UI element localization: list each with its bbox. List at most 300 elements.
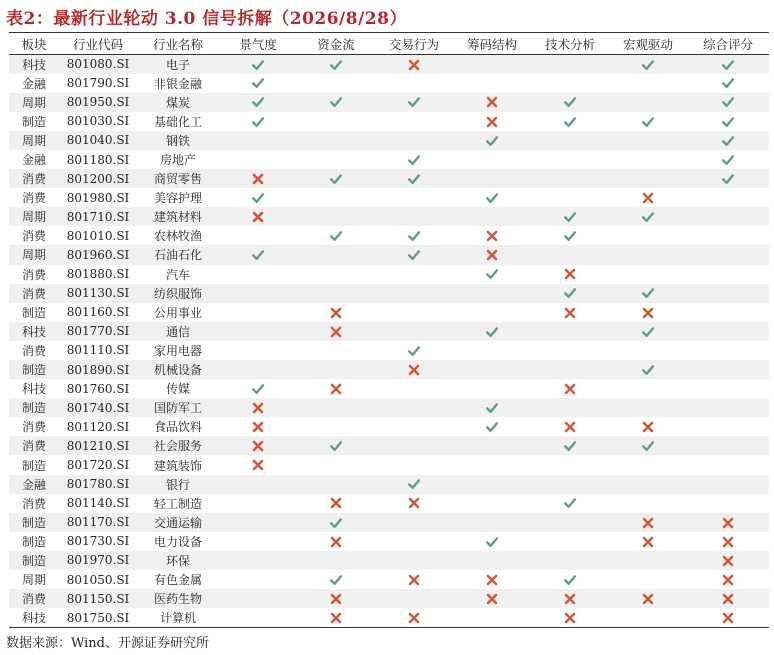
prosperity-cell bbox=[219, 131, 297, 150]
composite-score-cell bbox=[687, 265, 769, 284]
code-cell: 801130.SI bbox=[59, 284, 137, 303]
industry-name-cell: 国防军工 bbox=[137, 398, 219, 417]
code-cell: 801010.SI bbox=[66, 228, 130, 243]
cross-icon bbox=[563, 382, 577, 396]
code-cell: 801200.SI bbox=[59, 169, 137, 188]
industry-name-cell: 计算机 bbox=[137, 608, 219, 627]
chip-structure-cell bbox=[453, 341, 531, 360]
technical-analysis-cell bbox=[531, 570, 609, 589]
macro-driver-cell bbox=[609, 455, 687, 474]
cross-icon bbox=[641, 306, 655, 320]
table-row bbox=[9, 341, 769, 360]
code-cell: 801780.SI bbox=[59, 475, 137, 494]
sector-cell: 消费 bbox=[21, 267, 46, 282]
fund-flow-cell bbox=[297, 245, 375, 264]
cross-icon bbox=[485, 248, 499, 262]
table-row bbox=[9, 93, 769, 112]
composite-score-cell bbox=[687, 475, 769, 494]
technical-analysis-cell bbox=[531, 265, 609, 284]
prosperity-cell bbox=[219, 341, 297, 360]
check-icon bbox=[407, 95, 421, 109]
chip-structure-cell bbox=[453, 55, 531, 74]
table-row bbox=[9, 532, 769, 551]
check-icon bbox=[251, 382, 265, 396]
cross-icon bbox=[563, 611, 577, 625]
composite-score-cell bbox=[687, 131, 769, 150]
trading-behavior-cell bbox=[375, 207, 453, 226]
code-cell: 801030.SI bbox=[66, 114, 130, 129]
cross-icon bbox=[485, 229, 499, 243]
check-icon bbox=[329, 172, 343, 186]
table-row bbox=[9, 169, 769, 188]
prosperity-cell bbox=[219, 379, 297, 398]
industry-name-cell: 机械设备 bbox=[137, 360, 219, 379]
trading-behavior-cell bbox=[375, 93, 453, 112]
sector-cell: 金融 bbox=[9, 475, 59, 494]
prosperity-cell bbox=[219, 169, 297, 188]
chip-structure-cell bbox=[453, 303, 531, 322]
check-icon bbox=[407, 153, 421, 167]
composite-score-cell bbox=[687, 55, 769, 74]
table-row bbox=[9, 608, 769, 627]
table-row bbox=[9, 245, 769, 264]
cross-icon bbox=[563, 420, 577, 434]
trading-behavior-cell bbox=[375, 284, 453, 303]
sector-cell: 制造 bbox=[21, 305, 46, 320]
industry-name-cell: 医药生物 bbox=[137, 589, 219, 608]
header-composite-score: 综合评分 bbox=[687, 33, 769, 55]
industry-name-cell: 钢铁 bbox=[137, 131, 219, 150]
table-body bbox=[9, 55, 769, 628]
cross-icon bbox=[407, 58, 421, 72]
composite-score-cell bbox=[687, 608, 769, 627]
technical-analysis-cell bbox=[531, 608, 609, 627]
macro-driver-cell bbox=[609, 417, 687, 436]
fund-flow-cell bbox=[297, 360, 375, 379]
cross-icon bbox=[721, 592, 735, 606]
technical-analysis-cell bbox=[531, 74, 609, 93]
sector-cell: 科技 bbox=[21, 382, 46, 397]
code-cell: 801150.SI bbox=[59, 589, 137, 608]
cross-icon bbox=[563, 592, 577, 606]
composite-score-cell bbox=[687, 169, 769, 188]
sector-cell: 制造 bbox=[9, 360, 59, 379]
macro-driver-cell bbox=[609, 207, 687, 226]
technical-analysis-cell bbox=[531, 589, 609, 608]
check-icon bbox=[641, 439, 655, 453]
check-icon bbox=[485, 267, 499, 281]
industry-name-cell: 传媒 bbox=[165, 382, 190, 397]
chip-structure-cell bbox=[453, 284, 531, 303]
cross-icon bbox=[251, 401, 265, 415]
macro-driver-cell bbox=[609, 188, 687, 207]
check-icon bbox=[485, 325, 499, 339]
check-icon bbox=[329, 439, 343, 453]
chip-structure-cell bbox=[453, 93, 531, 112]
chip-structure-cell bbox=[453, 513, 531, 532]
macro-driver-cell bbox=[609, 570, 687, 589]
prosperity-cell bbox=[219, 455, 297, 474]
trading-behavior-cell bbox=[375, 360, 453, 379]
fund-flow-cell bbox=[297, 379, 375, 398]
technical-analysis-cell bbox=[531, 436, 609, 455]
prosperity-cell bbox=[219, 475, 297, 494]
prosperity-cell bbox=[219, 150, 297, 169]
technical-analysis-cell bbox=[531, 341, 609, 360]
prosperity-cell bbox=[219, 608, 297, 627]
check-icon bbox=[485, 535, 499, 549]
code-cell: 801970.SI bbox=[59, 551, 137, 570]
cross-icon bbox=[721, 516, 735, 530]
fund-flow-cell bbox=[297, 551, 375, 570]
table-row bbox=[9, 150, 769, 169]
chip-structure-cell bbox=[453, 398, 531, 417]
table-title: 表2：最新行业轮动 3.0 信号拆解（2026/8/28） bbox=[6, 9, 407, 29]
fund-flow-cell bbox=[297, 55, 375, 74]
technical-analysis-cell bbox=[531, 360, 609, 379]
sector-cell: 消费 bbox=[21, 420, 46, 435]
industry-name-cell: 石油石化 bbox=[137, 245, 219, 264]
industry-name-cell: 银行 bbox=[137, 475, 219, 494]
chip-structure-cell bbox=[453, 379, 531, 398]
table-header-row bbox=[9, 33, 769, 55]
industry-name-cell: 纺织服饰 bbox=[137, 284, 219, 303]
fund-flow-cell bbox=[297, 341, 375, 360]
chip-structure-cell bbox=[453, 169, 531, 188]
header-macro-driver: 宏观驱动 bbox=[609, 33, 687, 55]
sector-cell: 金融 bbox=[21, 153, 46, 168]
fund-flow-cell bbox=[297, 455, 375, 474]
composite-score-cell bbox=[687, 341, 769, 360]
composite-score-cell bbox=[687, 551, 769, 570]
fund-flow-cell bbox=[297, 74, 375, 93]
industry-name-cell: 轻工制造 bbox=[153, 496, 202, 511]
sector-cell: 消费 bbox=[21, 229, 46, 244]
fund-flow-cell bbox=[297, 398, 375, 417]
trading-behavior-cell bbox=[375, 245, 453, 264]
macro-driver-cell bbox=[609, 169, 687, 188]
fund-flow-cell bbox=[297, 417, 375, 436]
cross-icon bbox=[485, 95, 499, 109]
cross-icon bbox=[721, 611, 735, 625]
check-icon bbox=[485, 420, 499, 434]
code-cell: 801040.SI bbox=[59, 131, 137, 150]
check-icon bbox=[641, 58, 655, 72]
composite-score-cell bbox=[687, 93, 769, 112]
cross-icon bbox=[329, 611, 343, 625]
check-icon bbox=[563, 95, 577, 109]
macro-driver-cell bbox=[609, 341, 687, 360]
chip-structure-cell bbox=[453, 608, 531, 627]
composite-score-cell bbox=[687, 398, 769, 417]
sector-cell: 周期 bbox=[9, 245, 59, 264]
code-cell: 801730.SI bbox=[66, 534, 130, 549]
macro-driver-cell bbox=[609, 494, 687, 513]
macro-driver-cell bbox=[609, 532, 687, 551]
trading-behavior-cell bbox=[375, 303, 453, 322]
sector-cell: 科技 bbox=[9, 322, 59, 341]
code-cell: 801720.SI bbox=[66, 458, 130, 473]
sector-cell: 消费 bbox=[9, 284, 59, 303]
fund-flow-cell bbox=[297, 475, 375, 494]
header-trading-behavior: 交易行为 bbox=[375, 33, 453, 55]
trading-behavior-cell bbox=[375, 398, 453, 417]
header-sector: 板块 bbox=[9, 33, 59, 55]
fund-flow-cell bbox=[297, 93, 375, 112]
table-row bbox=[9, 379, 769, 398]
table-row bbox=[9, 417, 769, 436]
trading-behavior-cell bbox=[375, 532, 453, 551]
code-cell: 801770.SI bbox=[59, 322, 137, 341]
table-row bbox=[9, 207, 769, 226]
check-icon bbox=[563, 439, 577, 453]
technical-analysis-cell bbox=[531, 417, 609, 436]
check-icon bbox=[641, 286, 655, 300]
sector-cell: 金融 bbox=[21, 76, 46, 91]
check-icon bbox=[641, 210, 655, 224]
cross-icon bbox=[641, 420, 655, 434]
technical-analysis-cell bbox=[531, 112, 609, 131]
check-icon bbox=[407, 248, 421, 262]
trading-behavior-cell bbox=[375, 322, 453, 341]
macro-driver-cell bbox=[609, 398, 687, 417]
composite-score-cell bbox=[687, 207, 769, 226]
check-icon bbox=[407, 229, 421, 243]
sector-cell: 制造 bbox=[21, 114, 46, 129]
sector-cell: 消费 bbox=[9, 169, 59, 188]
cross-icon bbox=[407, 496, 421, 510]
code-cell: 801980.SI bbox=[66, 190, 130, 205]
cross-icon bbox=[641, 535, 655, 549]
sector-cell: 消费 bbox=[9, 436, 59, 455]
check-icon bbox=[721, 153, 735, 167]
code-cell: 801170.SI bbox=[59, 513, 137, 532]
composite-score-cell bbox=[687, 455, 769, 474]
industry-name-cell: 基础化工 bbox=[153, 114, 202, 129]
table-row bbox=[9, 494, 769, 513]
chip-structure-cell bbox=[453, 207, 531, 226]
table-row bbox=[9, 589, 769, 608]
cross-icon bbox=[641, 191, 655, 205]
code-cell: 801210.SI bbox=[59, 436, 137, 455]
fund-flow-cell bbox=[297, 322, 375, 341]
table-row bbox=[9, 131, 769, 150]
chip-structure-cell bbox=[453, 589, 531, 608]
chip-structure-cell bbox=[453, 494, 531, 513]
header-fund-flow: 资金流 bbox=[297, 33, 375, 55]
industry-name-cell: 公用事业 bbox=[153, 305, 202, 320]
prosperity-cell bbox=[219, 398, 297, 417]
chip-structure-cell bbox=[453, 150, 531, 169]
industry-name-cell: 非银金融 bbox=[153, 76, 202, 91]
fund-flow-cell bbox=[297, 188, 375, 207]
composite-score-cell bbox=[687, 360, 769, 379]
prosperity-cell bbox=[219, 93, 297, 112]
technical-analysis-cell bbox=[531, 513, 609, 532]
prosperity-cell bbox=[219, 551, 297, 570]
composite-score-cell bbox=[687, 436, 769, 455]
composite-score-cell bbox=[687, 150, 769, 169]
fund-flow-cell bbox=[297, 303, 375, 322]
composite-score-cell bbox=[687, 188, 769, 207]
sector-cell: 消费 bbox=[21, 191, 46, 206]
cross-icon bbox=[407, 573, 421, 587]
trading-behavior-cell bbox=[375, 150, 453, 169]
macro-driver-cell bbox=[609, 303, 687, 322]
sector-cell: 制造 bbox=[9, 551, 59, 570]
prosperity-cell bbox=[219, 226, 297, 245]
macro-driver-cell bbox=[609, 245, 687, 264]
fund-flow-cell bbox=[297, 169, 375, 188]
sector-cell: 周期 bbox=[9, 131, 59, 150]
fund-flow-cell bbox=[297, 494, 375, 513]
check-icon bbox=[721, 172, 735, 186]
technical-analysis-cell bbox=[531, 398, 609, 417]
chip-structure-cell bbox=[453, 245, 531, 264]
code-cell: 801050.SI bbox=[66, 572, 130, 587]
code-cell: 801890.SI bbox=[59, 360, 137, 379]
trading-behavior-cell bbox=[375, 379, 453, 398]
technical-analysis-cell bbox=[531, 303, 609, 322]
macro-driver-cell bbox=[609, 150, 687, 169]
cross-icon bbox=[251, 172, 265, 186]
code-cell: 801750.SI bbox=[59, 608, 137, 627]
table-row bbox=[9, 551, 769, 570]
cross-icon bbox=[329, 496, 343, 510]
technical-analysis-cell bbox=[531, 551, 609, 570]
check-icon bbox=[329, 58, 343, 72]
source-note: 数据来源：Wind、开源证券研究所 bbox=[6, 636, 209, 651]
cross-icon bbox=[251, 458, 265, 472]
check-icon bbox=[407, 344, 421, 358]
technical-analysis-cell bbox=[531, 245, 609, 264]
technical-analysis-cell bbox=[531, 226, 609, 245]
trading-behavior-cell bbox=[375, 455, 453, 474]
composite-score-cell bbox=[687, 532, 769, 551]
check-icon bbox=[641, 115, 655, 129]
table-row bbox=[9, 55, 769, 74]
composite-score-cell bbox=[687, 245, 769, 264]
industry-name-cell: 环保 bbox=[137, 551, 219, 570]
prosperity-cell bbox=[219, 532, 297, 551]
fund-flow-cell bbox=[297, 131, 375, 150]
composite-score-cell bbox=[687, 379, 769, 398]
code-cell: 801110.SI bbox=[66, 343, 130, 358]
table-row bbox=[9, 455, 769, 474]
macro-driver-cell bbox=[609, 436, 687, 455]
technical-analysis-cell bbox=[531, 188, 609, 207]
code-cell: 801160.SI bbox=[66, 305, 130, 320]
fund-flow-cell bbox=[297, 589, 375, 608]
trading-behavior-cell bbox=[375, 74, 453, 93]
cross-icon bbox=[329, 592, 343, 606]
composite-score-cell bbox=[687, 284, 769, 303]
cross-icon bbox=[485, 115, 499, 129]
code-cell: 801960.SI bbox=[59, 245, 137, 264]
industry-name-cell: 煤炭 bbox=[137, 93, 219, 112]
cross-icon bbox=[329, 325, 343, 339]
check-icon bbox=[721, 95, 735, 109]
macro-driver-cell bbox=[609, 112, 687, 131]
macro-driver-cell bbox=[609, 551, 687, 570]
sector-cell: 周期 bbox=[9, 93, 59, 112]
trading-behavior-cell bbox=[375, 436, 453, 455]
table-row bbox=[9, 74, 769, 93]
check-icon bbox=[721, 134, 735, 148]
composite-score-cell bbox=[687, 513, 769, 532]
chip-structure-cell bbox=[453, 360, 531, 379]
technical-analysis-cell bbox=[531, 494, 609, 513]
check-icon bbox=[563, 115, 577, 129]
chip-structure-cell bbox=[453, 570, 531, 589]
check-icon bbox=[485, 134, 499, 148]
macro-driver-cell bbox=[609, 93, 687, 112]
macro-driver-cell bbox=[609, 226, 687, 245]
trading-behavior-cell bbox=[375, 112, 453, 131]
code-cell: 801710.SI bbox=[59, 207, 137, 226]
fund-flow-cell bbox=[297, 150, 375, 169]
cross-icon bbox=[407, 363, 421, 377]
technical-analysis-cell bbox=[531, 322, 609, 341]
check-icon bbox=[329, 95, 343, 109]
cross-icon bbox=[329, 306, 343, 320]
composite-score-cell bbox=[687, 74, 769, 93]
check-icon bbox=[251, 248, 265, 262]
chip-structure-cell bbox=[453, 436, 531, 455]
cross-icon bbox=[329, 535, 343, 549]
check-icon bbox=[251, 115, 265, 129]
trading-behavior-cell bbox=[375, 551, 453, 570]
chip-structure-cell bbox=[453, 112, 531, 131]
macro-driver-cell bbox=[609, 608, 687, 627]
fund-flow-cell bbox=[297, 608, 375, 627]
trading-behavior-cell bbox=[375, 475, 453, 494]
check-icon bbox=[641, 363, 655, 377]
check-icon bbox=[485, 191, 499, 205]
technical-analysis-cell bbox=[531, 379, 609, 398]
trading-behavior-cell bbox=[375, 226, 453, 245]
technical-analysis-cell bbox=[531, 455, 609, 474]
table-row bbox=[9, 360, 769, 379]
trading-behavior-cell bbox=[375, 169, 453, 188]
cross-icon bbox=[721, 554, 735, 568]
fund-flow-cell bbox=[297, 226, 375, 245]
code-cell: 801140.SI bbox=[66, 496, 130, 511]
prosperity-cell bbox=[219, 417, 297, 436]
prosperity-cell bbox=[219, 265, 297, 284]
code-cell: 801080.SI bbox=[59, 55, 137, 74]
macro-driver-cell bbox=[609, 589, 687, 608]
trading-behavior-cell bbox=[375, 341, 453, 360]
macro-driver-cell bbox=[609, 475, 687, 494]
fund-flow-cell bbox=[297, 532, 375, 551]
cross-icon bbox=[641, 516, 655, 530]
macro-driver-cell bbox=[609, 360, 687, 379]
industry-name-cell: 商贸零售 bbox=[137, 169, 219, 188]
technical-analysis-cell bbox=[531, 150, 609, 169]
prosperity-cell bbox=[219, 494, 297, 513]
table-row bbox=[9, 303, 769, 322]
check-icon bbox=[329, 229, 343, 243]
sector-cell: 制造 bbox=[9, 513, 59, 532]
check-icon bbox=[251, 76, 265, 90]
prosperity-cell bbox=[219, 570, 297, 589]
macro-driver-cell bbox=[609, 379, 687, 398]
macro-driver-cell bbox=[609, 74, 687, 93]
industry-name-cell: 建筑材料 bbox=[137, 207, 219, 226]
cross-icon bbox=[251, 439, 265, 453]
fund-flow-cell bbox=[297, 513, 375, 532]
